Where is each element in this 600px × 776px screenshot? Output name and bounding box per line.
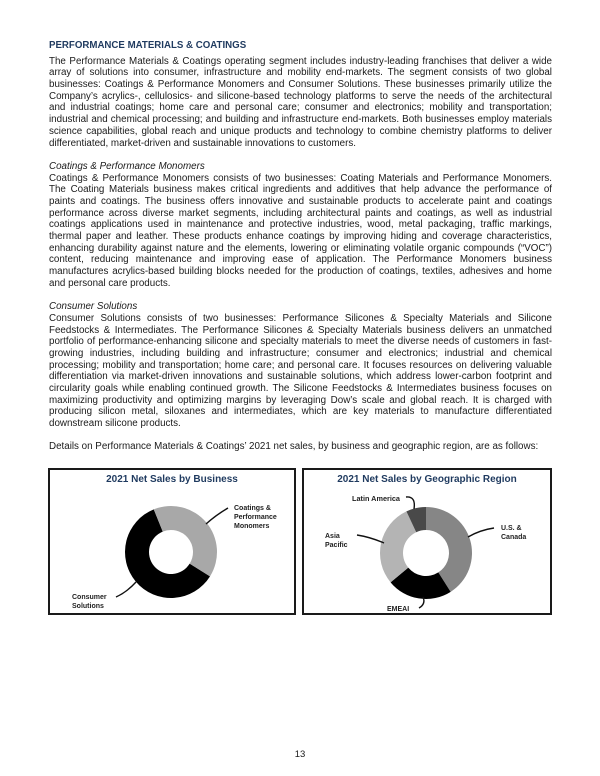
paragraph-line: businesses: Coatings & Performance Monomers and Consumer Solutions. These businesses primarily utilize the (49, 79, 552, 91)
paragraph-line: manufactures acrylics-based building blocks needed for the production of coatings, textiles, adhesives and home (49, 266, 552, 278)
leader-line-asia-pacific (357, 535, 384, 543)
paragraph-line: industrial and chemical processing; and building and infrastructure end-markets. Both businesses employ materials (49, 114, 552, 126)
paragraph-line: maximizing productivity and optimizing margins by leveraging Dow’s scale and global reach. It is charged with (49, 394, 552, 406)
label-coatings-performance-monomers (234, 504, 277, 531)
chart-title: 2021 Net Sales by Geographic Region (337, 474, 517, 485)
leader-line-us-canada (468, 528, 494, 537)
paragraph-line: differentiated, market-driven and sustainable innovations to customers. (49, 137, 356, 149)
chart-title: 2021 Net Sales by Business (106, 474, 238, 485)
paragraph-line: Company’s acrylics-, cellulosics- and silicone-based technology platforms to serve the needs of the architectural (49, 90, 552, 102)
subsection-heading: Consumer Solutions (49, 301, 138, 313)
label-latin-america (352, 494, 400, 503)
label-line: Canada (501, 534, 527, 541)
label-line: Pacific (325, 542, 348, 549)
label-asia-pacific (325, 532, 348, 550)
paragraph-spacer (49, 289, 552, 301)
paragraph-line: and personal care products. (49, 277, 171, 289)
label-consumer-solutions (72, 593, 107, 611)
chart-net-sales-by-region (302, 468, 552, 615)
paragraph-line: downstream silicone products. (49, 418, 181, 430)
label-line: U.S. & (501, 525, 522, 532)
paragraph-line: science capabilities, global reach and unique products and technology to combine chemistry platforms to deliver (49, 125, 552, 137)
label-line: Consumer (72, 594, 107, 601)
paragraph-line: The Coating Materials business makes critical ingredients and additives that help advance the performance of (49, 184, 552, 196)
paragraph-line: processing; mobility and transportation; home care; and personal care. It focuses resources on delivering valuable (49, 359, 552, 371)
paragraph-line: coatings applications used in maintenance and protective industries, wood, metal packaging, traffic markings, (49, 219, 552, 231)
subsection-heading: Coatings & Performance Monomers (49, 160, 205, 172)
paragraph-line: Consumer Solutions consists of two businesses: Performance Silicones & Specialty Materials and Silicone (49, 312, 552, 324)
slice-coatings-performance-monomers (154, 506, 217, 576)
subsection-coatings (49, 161, 552, 290)
paragraph-line: enhancing durability against nature and the elements, lowering or eliminating volatile organic compounds (“VOC”) (49, 242, 552, 254)
intro-paragraph (49, 56, 552, 150)
details-intro-line: Details on Performance Materials & Coatings’ 2021 net sales, by business and geographic region, are as follows: (49, 441, 539, 453)
paragraph-line: content, reducing maintenance and improving ease of application. The Performance Monomers business (49, 254, 552, 266)
paragraph-line: circularity goals while enabling continued growth. The Silicone Feedstocks & Intermediates business focuses on (49, 382, 552, 394)
paragraph-line: producing silicon metal, siloxanes and intermediates, which are key materials to manufacture differentiated (49, 406, 552, 418)
label-us-canada (501, 524, 526, 542)
paragraph-spacer (49, 430, 552, 442)
paragraph-line: thermal paper and leather. These products enhance coatings by improving hiding and coverage characteristics, (49, 231, 552, 243)
paragraph-line: paints and coatings. The business offers innovative and sustainable products to accelerate paint and coatings (49, 195, 552, 207)
paragraph-line: differentiation via market-driven innovations and sustainable solutions, which address lower-carbon footprint and (49, 371, 552, 383)
leader-line-consumer (116, 582, 136, 597)
chart-net-sales-by-business (48, 468, 296, 615)
label-line: Solutions (72, 603, 104, 610)
label-line: Asia (325, 533, 340, 540)
subsection-consumer-solutions (49, 301, 552, 430)
paragraph-line: The Performance Materials & Coatings operating segment includes industry-leading franchises that deliver a wide (49, 55, 552, 67)
paragraph-spacer (49, 149, 552, 161)
leader-line-coatings (206, 508, 228, 524)
label-line: EMEAI (387, 606, 410, 613)
leader-line-latin-america (406, 497, 414, 509)
paragraph-line: performance across diverse market segments, including architectural paints and coatings, as well as industrial (49, 207, 552, 219)
donut-slices (380, 507, 472, 599)
donut-slices (125, 506, 217, 598)
paragraph-line: Coatings & Performance Monomers consists of two businesses: Coating Materials and Performance Monomers. (49, 172, 552, 184)
document-body (49, 40, 552, 453)
label-line: Performance (234, 514, 277, 521)
label-emeai (387, 605, 409, 614)
paragraph-line: Feedstocks & Intermediates. The Performance Silicones & Specialty Materials business delivers an unmatched (49, 324, 552, 336)
label-line: Monomers (234, 523, 270, 530)
paragraph-line: portfolio of performance-enhancing silicone and specialty materials to meet the diverse needs of customers in fast- (49, 336, 552, 348)
paragraph-line: growing industries, including building and infrastructure; consumer and electronics; industrial and chemical (49, 347, 552, 359)
paragraph-line: and industrial coatings; home care and personal care; consumer and electronics; mobility and transportation; (49, 102, 552, 114)
page-number: 13 (294, 749, 306, 760)
label-line: Coatings & (234, 505, 271, 512)
section-title: PERFORMANCE MATERIALS & COATINGS (49, 40, 247, 51)
label-line: Latin America (352, 494, 400, 503)
paragraph-line: array of solutions into consumer, infrastructure and mobility end-markets. The segment consists of two global (49, 67, 552, 79)
